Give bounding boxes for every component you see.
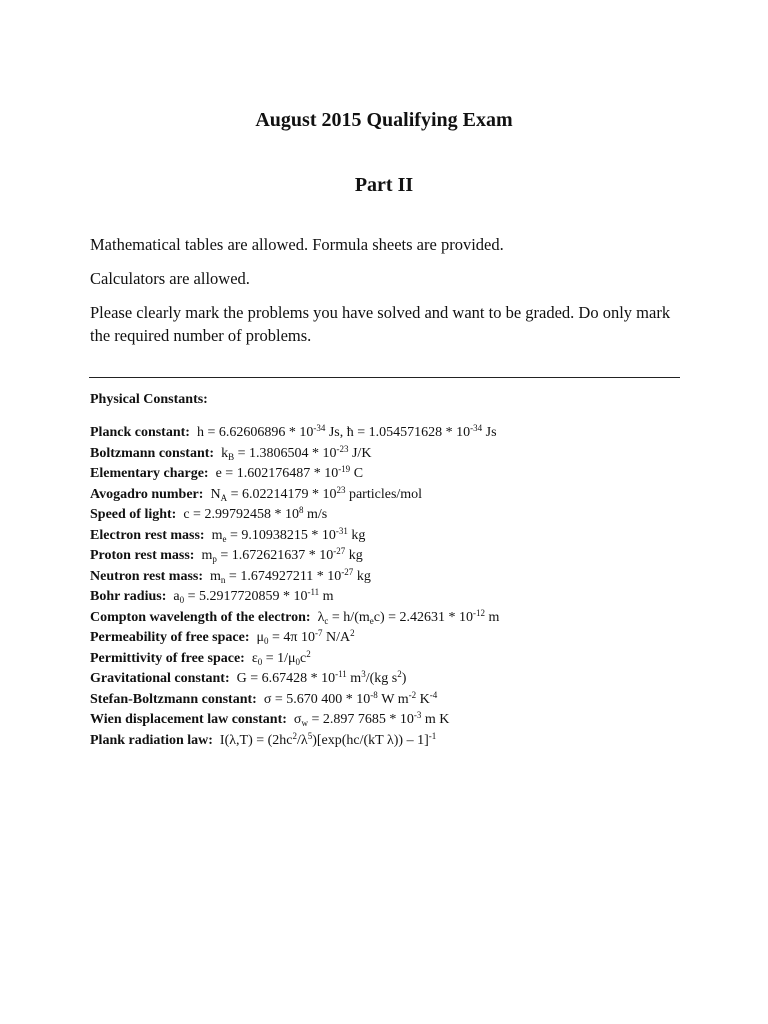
constant-label: Elementary charge: xyxy=(90,466,209,481)
constant-label: Permittivity of free space: xyxy=(90,650,245,666)
constant-value: $N_A = 6.02214179 * 10^{23}$ particles/mol xyxy=(203,484,423,503)
constant-value: $\lambda_c = h/(m_ec) = 2.42631 * 10^{-12}$ m xyxy=(310,607,500,626)
constant-value: σ = 5.670 $400 * 10^{-8}$ W $m^{-2}$ $K^{-4}$ xyxy=(256,689,438,707)
constant-label: Electron rest mass: xyxy=(90,527,205,543)
constants-list xyxy=(90,423,710,751)
constant-label: Permeability of free space: xyxy=(90,630,250,645)
constant-value: $e = 1.602176487 * 10^{-19}$ C xyxy=(208,464,364,481)
constant-row xyxy=(90,608,710,629)
constant-label: Planck constant: xyxy=(90,425,190,440)
constant-row xyxy=(90,464,710,485)
constant-row xyxy=(90,423,710,444)
constant-label: Compton wavelength of the electron: xyxy=(90,609,311,625)
constant-label: Plank radiation law: xyxy=(90,732,213,748)
constant-value: $m_e = 9.10938215 * 10^{-31}$ kg xyxy=(204,525,366,544)
constant-label: Stefan-Boltzmann constant: xyxy=(90,691,257,707)
constant-row xyxy=(90,546,710,567)
constant-label: Speed of light: xyxy=(90,507,177,522)
constant-value: $c = 2.99792458 * 10^8$ m/s xyxy=(176,505,328,522)
constant-row xyxy=(90,587,710,608)
constant-row xyxy=(90,505,710,526)
constant-row xyxy=(90,669,710,690)
constant-label: Neutron rest mass: xyxy=(90,568,204,584)
constant-label: Avogadro number: xyxy=(90,486,204,502)
constant-row xyxy=(90,526,710,547)
constant-label: Boltzmann constant: xyxy=(90,445,215,461)
part-title: Part II xyxy=(354,174,414,196)
constant-value: $\sigma_w = 2.897$ $7685 * 10^{-3}$ m K xyxy=(286,710,450,728)
constant-row xyxy=(90,628,710,649)
constant-value: $a_0 = 5.2917720859 * 10^{-11}$ m xyxy=(166,587,334,605)
divider xyxy=(89,377,680,378)
constant-value: $k_B = 1.3806504 * 10^{-23}$ J/K xyxy=(214,443,372,462)
constant-row xyxy=(90,710,710,731)
instruction-tables: Mathematical tables are allowed. Formula sheets are provided. xyxy=(90,235,504,254)
constant-value: $h = 6.62606896 * 10^{-34}$ Js, ħ = $1.054571628 * 10^{-34}$ Js xyxy=(189,423,497,440)
constant-row xyxy=(90,485,710,506)
constant-row xyxy=(90,444,710,465)
constants-heading: Physical Constants: xyxy=(90,392,208,407)
instruction-grading: Please clearly mark the problems you have solved and want to be graded. Do only mark the required number of problems. xyxy=(90,303,671,345)
instruction-calculators: Calculators are allowed. xyxy=(90,269,250,288)
constant-value: $\varepsilon_0 = 1/\mu_0c^2$ xyxy=(244,648,311,667)
page-title: August 2015 Qualifying Exam xyxy=(255,109,513,131)
constant-value: $m_p = 1.672621637 * 10^{-27}$ kg xyxy=(194,546,363,564)
constant-value: $\mu_0 = 4\pi$ $10^{-7}$ $N/A^2$ xyxy=(249,628,355,646)
constant-row xyxy=(90,731,710,752)
constant-row xyxy=(90,567,710,588)
constant-row xyxy=(90,690,710,711)
constant-label: Proton rest mass: xyxy=(90,548,195,563)
constant-value: $m_n = 1.674927211 * 10^{-27}$ kg xyxy=(203,566,371,585)
constant-label: Gravitational constant: xyxy=(90,671,230,686)
constant-label: Bohr radius: xyxy=(90,589,167,604)
constant-value: $I(\lambda,T) = (2hc^2/\lambda^5)[\exp(hc/(kT$ λ)) – 1]$^{-1}$ xyxy=(212,730,437,748)
constant-label: Wien displacement law constant: xyxy=(90,712,287,727)
constant-row xyxy=(90,649,710,670)
constant-value: $G = 6.67428 * 10^{-11}$ $m^3/(kg$ $s^2$) xyxy=(229,669,407,686)
